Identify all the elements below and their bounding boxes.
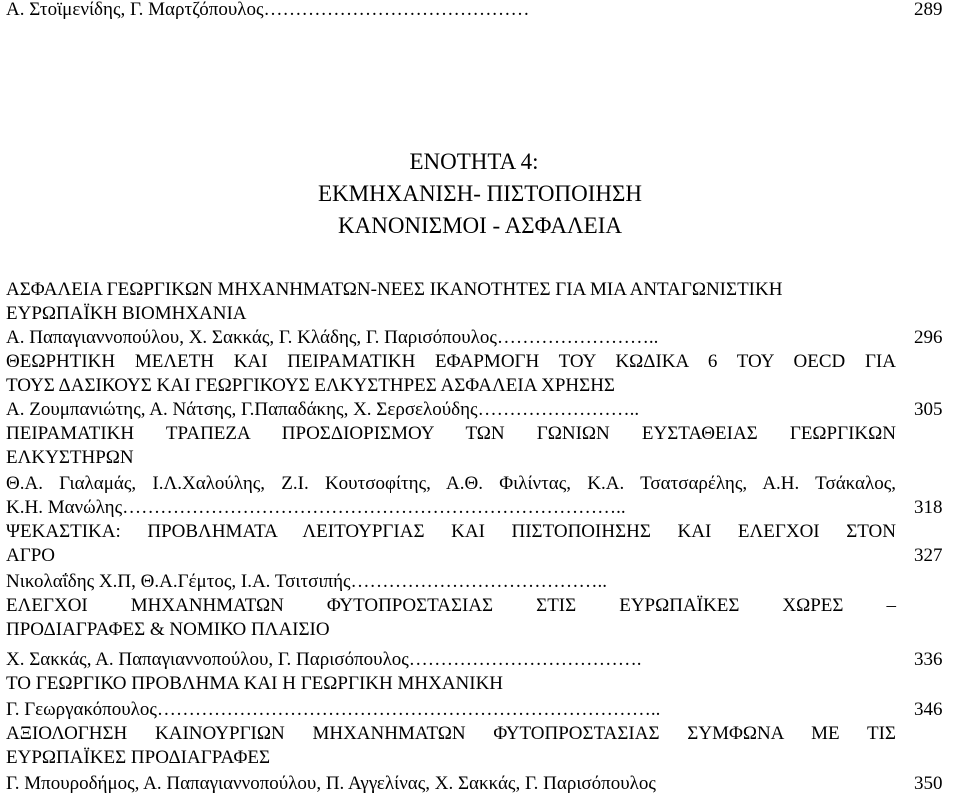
toc-page-number: 318 bbox=[914, 497, 943, 518]
toc-entry-title: ΨΕΚΑΣΤΙΚΑ: ΠΡΟΒΛΗΜΑΤΑ ΛΕΙΤΟΥΡΓΙΑΣ ΚΑΙ ΠΙΣΤΟΠΟΙΗΣΗΣ ΚΑΙ ΕΛΕΓΧΟΙ ΣΤΟΝ bbox=[6, 521, 896, 542]
toc-page-number: 289 bbox=[914, 0, 943, 20]
toc-page-number: 336 bbox=[914, 649, 943, 670]
toc-page-number: 296 bbox=[914, 327, 943, 348]
toc-entry-title: ΠΕΙΡΑΜΑΤΙΚΗ ΤΡΑΠΕΖΑ ΠΡΟΣΔΙΟΡΙΣΜΟΥ ΤΩΝ ΓΩΝΙΩΝ ΕΥΣΤΑΘΕΙΑΣ ΓΕΩΡΓΙΚΩΝ bbox=[6, 423, 896, 444]
toc-entry-authors: Νικολαΐδης Χ.Π, Θ.Α.Γέμτος, Ι.Α. Τσιτσιπής………………………………….. bbox=[6, 571, 608, 592]
toc-entry-title: ΑΓΡΟ bbox=[6, 545, 55, 566]
toc-authors-line: Α. Στοϊμενίδης, Γ. Μαρτζόπουλος…………………………………… bbox=[6, 0, 530, 20]
toc-page-number: 305 bbox=[914, 399, 943, 420]
toc-entry-authors: Κ.Η. Μανώλης…………………………………………………………………….. bbox=[6, 497, 626, 518]
toc-entry-authors: Χ. Σακκάς, Α. Παπαγιαννοπούλου, Γ. Παρισόπουλος………………………………. bbox=[6, 649, 642, 670]
toc-entry-title: ΤΟ ΓΕΩΡΓΙΚΟ ΠΡΟΒΛΗΜΑ ΚΑΙ Η ΓΕΩΡΓΙΚΗ ΜΗΧΑΝΙΚΗ bbox=[6, 673, 504, 694]
section-title-line: ΚΑΝΟΝΙΣΜΟΙ - ΑΣΦΑΛΕΙΑ bbox=[337, 213, 623, 238]
toc-entry-authors: Γ. Μπουρoδήμος, Α. Παπαγιαννοπούλου, Π. Αγγελίνας, Χ. Σακκάς, Γ. Παρισόπουλος bbox=[6, 773, 656, 794]
toc-page-number: 350 bbox=[914, 773, 943, 794]
toc-entry-title: ΑΣΦΑΛΕΙΑ ΓΕΩΡΓΙΚΩΝ ΜΗΧΑΝΗΜΑΤΩΝ-ΝΕΕΣ ΙΚΑΝΟΤΗΤΕΣ ΓΙΑ ΜΙΑ ΑΝΤΑΓΩΝΙΣΤΙΚΗ bbox=[6, 279, 783, 300]
section-number: ΕΝΟΤΗΤΑ 4: bbox=[409, 149, 539, 174]
toc-entry-title: ΑΞΙΟΛΟΓΗΣΗ ΚΑΙΝΟΥΡΓΙΩΝ ΜΗΧΑΝΗΜΑΤΩΝ ΦΥΤΟΠΡΟΣΤΑΣΙΑΣ ΣΥΜΦΩΝΑ ΜΕ ΤΙΣ bbox=[6, 723, 896, 744]
toc-entry-authors: Θ.Α. Γιαλαμάς, Ι.Λ.Χαλούλης, Ζ.Ι. Κουτσοφίτης, Α.Θ. Φιλίντας, Κ.Α. Τσατσαρέλης, Α.Η. Τσάκαλος, bbox=[6, 473, 896, 494]
toc-entry-title: ΕΛΚΥΣΤΗΡΩΝ bbox=[6, 447, 134, 468]
toc-entry-title: ΠΡΟΔΙΑΓΡΑΦΕΣ & ΝΟΜΙΚΟ ΠΛΑΙΣΙΟ bbox=[6, 619, 330, 640]
toc-entry-title: ΕΥΡΩΠΑΪΚΕΣ ΠΡΟΔΙΑΓΡΑΦΕΣ bbox=[6, 747, 271, 768]
toc-page-number: 327 bbox=[914, 545, 943, 566]
toc-entry-authors: Α. Ζουμπανιώτης, Α. Νάτσης, Γ.Παπαδάκης, Χ. Σερσελούδης…………………….. bbox=[6, 399, 640, 420]
toc-entry-title: ΕΥΡΩΠΑΪΚΗ ΒΙΟΜΗΧΑΝΙΑ bbox=[6, 303, 247, 324]
toc-entry-authors: Γ. Γεωργακόπουλος…………………………………………………………………….. bbox=[6, 699, 661, 720]
section-title-line: ΕΚΜΗΧΑΝΙΣΗ- ΠΙΣΤΟΠΟΙΗΣΗ bbox=[318, 181, 642, 206]
toc-entry-title: ΘΕΩΡΗΤΙΚΗ ΜΕΛΕΤΗ ΚΑΙ ΠΕΙΡΑΜΑΤΙΚΗ ΕΦΑΡΜΟΓΗ ΤΟΥ ΚΩΔΙΚΑ 6 ΤΟΥ OECD ΓΙΑ bbox=[6, 351, 896, 372]
toc-page-number: 346 bbox=[914, 699, 943, 720]
toc-entry-authors: Α. Παπαγιαννοπούλου, Χ. Σακκάς, Γ. Κλάδης, Γ. Παρισόπουλος…………………….. bbox=[6, 327, 659, 348]
toc-entry-title: ΕΛΕΓΧΟΙ ΜΗΧΑΝΗΜΑΤΩΝ ΦΥΤΟΠΡΟΣΤΑΣΙΑΣ ΣΤΙΣ ΕΥΡΩΠΑΪΚΕΣ ΧΩΡΕΣ – bbox=[6, 595, 896, 616]
toc-entry-title: ΤΟΥΣ ΔΑΣΙΚΟΥΣ ΚΑΙ ΓΕΩΡΓΙΚΟΥΣ ΕΛΚΥΣΤΗΡΕΣ ΑΣΦΑΛΕΙΑ ΧΡΗΣΗΣ bbox=[6, 375, 615, 396]
